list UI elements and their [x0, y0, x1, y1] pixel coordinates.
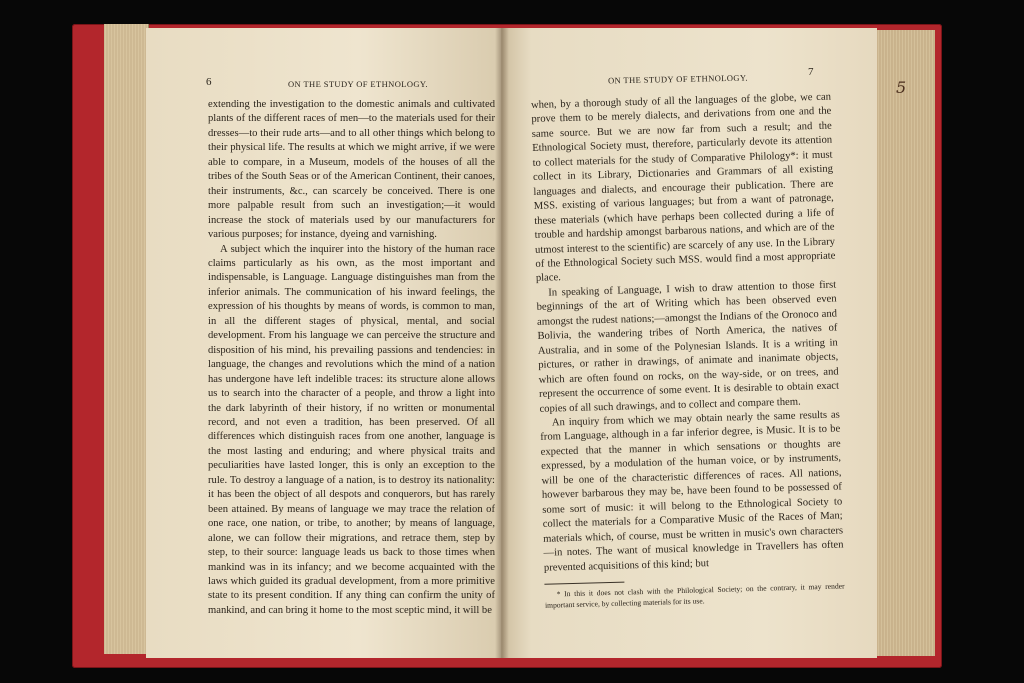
- handwritten-margin-mark: 5: [896, 78, 907, 97]
- right-paragraph-3: An inquiry from which we may obtain nearly the same results as from Language, although in a far inferior degree, is Music. It is to be expected that the manner in which sensations or thoughts are expressed, by a modulation of the human voice, or by instruments, will be one of the characteristic differences of races. All nations, however barbarous they may be, have been found to be possessed of some sort of music: it will belong to the Ethnological Society to collect the materials for a Comparative Music of the Races of Man; materials which, of course, must be written in music's own characters—in notes. The want of musical knowledge in Travellers has often prevented acquisitions of this kind; but: [540, 409, 844, 574]
- left-paragraph-2: A subject which the inquirer into the history of the human race claims particularly as his own, as the most important and indispensable, is Language. Language distinguishes man from the inferior animals. The communication of his inward feelings, the expression of his thoughts by means of words, is common to man, in all the different stages of physical, mental, and social development. From his language we can perceive the structure and disposition of his mind, his prevailing passions and tendencies: in language, the changes and revolutions which the mind of a nation has undergone have left indelible traces: its structure alone allows us to search into the character of a people, and throw a light into the dark labyrinth of their history, if no written or monumental record, and not even a tradition, has been preserved. Of all differences which distinguish races from one another, language is the most lasting and enduring; and where physical traits and peculiarities have lasted longer, this is only an exception to the rule. To destroy a language of a nation, is to destroy its nationality: it has been the object of all despots and conquerors, but has rarely been attained. By means of language we may trace the relation of one race, one nation, or tribe, to another; by means of language, alone, we can follow their migrations, and retrace them, step by step, to their source: language leads us back to those times when mankind was in its infancy; and we become acquainted with the laws which guided its gradual development, from a more primitive state to its present condition. If any thing can confirm the unity of mankind, and can bring it home to the most sceptic mind, it will be: [208, 243, 495, 616]
- left-page-number: 6: [206, 76, 212, 88]
- right-running-header: ON THE STUDY OF ETHNOLOGY.: [607, 72, 748, 86]
- page-edges-left: [104, 24, 149, 654]
- left-paragraph-1: extending the investigation to the domestic animals and cultivated plants of the different races of men—to the materials used for their dresses—to their rude arts—and to all other things which belong to their physical life. The results at which we might arrive, if we were able to compare, in a Museum, models of the houses of all the tribes of the South Seas or of the American Continent, their canoes, their instruments, &c., can scarcely be conceived. There is one more palpable result from such an investigation;—it would increase the stock of materials used by our manufacturers for various purposes; for instance, dyeing and varnishing.: [208, 99, 495, 241]
- right-page-number: 7: [808, 66, 814, 78]
- right-page-body: [530, 60, 845, 608]
- right-paragraph-1: when, by a thorough study of all the languages of the globe, we can prove them to be merely dialects, and derivations from one and the same source. But we are now far from such a result; and the Ethnological Society must, therefore, particularly devote its attention to collect materials for the study of Comparative Philology*: it must collect in its Library, Dictionaries and Grammars of all existing languages and dialects, and encourage their publication. There are MSS. existing of various languages; but from a want of patronage, these materials (which have perhaps been collected during a life of trouble and hardship amongst barbarous nations, and which are of the utmost interest to the scientific) are scarcely of any use. In the Library of the Ethnological Society such MSS. would find a most appropriate place.: [530, 91, 836, 285]
- right-paragraph-2: In speaking of Language, I wish to draw attention to those first beginnings of the art of Writing which has been observed even amongst the rudest nations;—amongst the Indians of the Oronoco and Bolivia, the wandering tribes of North America, the natives of Australia, and in some of the Polynesian Islands. It is a writing in pictures, or rather in drawings, of animate and inanimate objects, which are often found on rocks, on the way-side, or on trees, and represent the occurrence of some event. It is desirable to obtain exact copies of all such drawings, and to collect and compare them.: [536, 279, 840, 415]
- footnote: * In this it does not clash with the Philological Society; on the contrary, it may render important service, by collecting materials for its use.: [544, 581, 845, 610]
- left-page-body: [208, 98, 495, 618]
- left-running-header: ON THE STUDY OF ETHNOLOGY.: [288, 79, 428, 89]
- book-gutter: [495, 28, 509, 658]
- page-edges-right: [876, 30, 935, 656]
- footnote-rule: [544, 582, 624, 585]
